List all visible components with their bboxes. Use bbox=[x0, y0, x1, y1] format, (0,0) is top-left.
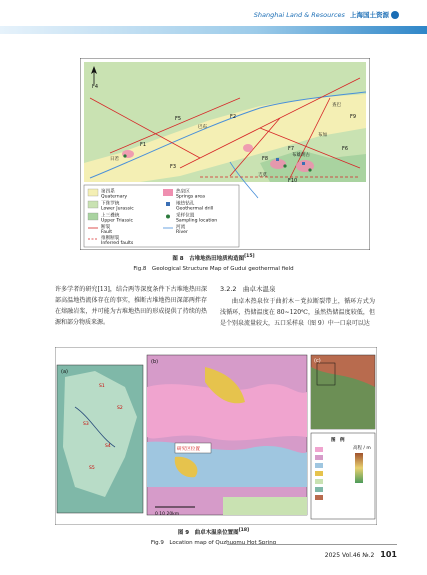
sample-label: S3 bbox=[83, 422, 89, 427]
header-gradient-bar bbox=[0, 26, 427, 34]
fault-label: F5 bbox=[175, 116, 182, 122]
figure9-caption-ref: [18] bbox=[238, 528, 250, 534]
legend-inferred-cn: 推断断裂 bbox=[101, 236, 120, 241]
legend-river-cn: 河流 bbox=[176, 225, 186, 230]
panel-c-label: (c) bbox=[314, 358, 321, 364]
figure9-location-map bbox=[55, 347, 377, 525]
place-label: 查巴 bbox=[332, 103, 341, 108]
legend-fault-cn: 断裂 bbox=[101, 225, 111, 230]
legend-fault-en: Fault bbox=[101, 230, 113, 235]
footer-divider bbox=[227, 544, 397, 545]
journal-title-cn: 上海国土资源 bbox=[350, 11, 389, 19]
panel-b-map bbox=[147, 355, 307, 517]
legend-lower-jurassic-en: Lower Jurassic bbox=[101, 206, 134, 212]
legend-quaternary-en: Quaternary bbox=[101, 194, 128, 200]
place-label: 吉莫 bbox=[258, 173, 267, 178]
figure8-geological-map bbox=[80, 58, 370, 250]
legend-quaternary-cn: 第四系 bbox=[101, 189, 115, 195]
sample-label: S2 bbox=[117, 406, 123, 411]
figure9-legend bbox=[311, 433, 375, 519]
map-legend bbox=[84, 185, 239, 247]
sample-label: S5 bbox=[89, 466, 95, 471]
legend-upper-triassic-en: Upper Triassic bbox=[101, 218, 134, 224]
place-label: 日若 bbox=[110, 157, 119, 162]
legend-river-en: River bbox=[176, 230, 188, 235]
panel-c-map bbox=[311, 355, 375, 429]
fault-label: F8 bbox=[262, 156, 269, 162]
footer-volume: 2025 Vol.46 №.2 bbox=[324, 552, 375, 559]
fault-label: F2 bbox=[230, 114, 237, 120]
legend-inferred-en: Inferred faults bbox=[101, 241, 134, 246]
elevation-title: 高程 / m bbox=[353, 446, 371, 451]
journal-logo-icon bbox=[391, 11, 399, 19]
fault-label: F6 bbox=[342, 146, 349, 152]
legend-title: 图 例 bbox=[331, 438, 345, 443]
sample-label: S4 bbox=[105, 444, 111, 449]
legend-lower-jurassic-cn: 下侏罗统 bbox=[101, 201, 120, 207]
panel-a-map bbox=[57, 365, 143, 513]
legend-upper-triassic-cn: 上三叠统 bbox=[101, 213, 120, 219]
panel-a-label: (a) bbox=[61, 369, 68, 375]
legend-drill-cn: 地热钻孔 bbox=[176, 201, 195, 207]
figure9-caption-en: Fig.9 Location map of Quzhuomu Hot Spring bbox=[150, 540, 277, 546]
journal-title-en: Shanghai Land & Resources bbox=[253, 11, 345, 19]
right-column-text: 曲卓木热泉位于曲折木－党拉断裂带上，循环方式为浅循环，热储温度在 80~120℃，虽然热储温度较低，但是个别泉流量较大，五口采样泉（图 9）中一口泉可以达 bbox=[220, 298, 375, 327]
section-heading-3-2-2: 3.2.2 曲卓木温泉 bbox=[220, 285, 276, 293]
figure9-caption-cn bbox=[0, 528, 427, 536]
fault-label: F10 bbox=[288, 178, 298, 184]
fault-label: F4 bbox=[92, 84, 99, 90]
panel-b-label: (b) bbox=[151, 359, 159, 365]
left-column-text: 许多学者的研究[13]，结合两等深度条件下古堆地热田深部高温地热流体存在的事实，推断古堆地热田深部两拌存在熔融岩浆，并可能为古堆地热田的形成提供了持续的热源和部分物质来源。 bbox=[55, 286, 207, 326]
figure8-caption-cn-text: 图 8 古堆地热田地质构造图 bbox=[172, 256, 245, 262]
journal-title bbox=[254, 10, 389, 19]
journal-header bbox=[0, 0, 427, 44]
legend-sampling-cn: 采样位置 bbox=[176, 213, 195, 219]
place-label: 巴布 bbox=[198, 125, 207, 130]
fault-label: F9 bbox=[350, 114, 357, 120]
figure8-caption-ref: [15] bbox=[244, 254, 255, 260]
study-area-label: 研究区位置 bbox=[177, 447, 200, 452]
place-label: 布雄朗古 bbox=[292, 153, 310, 158]
legend-sampling-en: Sampling location bbox=[176, 218, 218, 224]
sample-label: S1 bbox=[99, 384, 105, 389]
legend-springs-cn: 热泉区 bbox=[176, 189, 190, 195]
fault-label: F1 bbox=[140, 142, 147, 148]
page-footer bbox=[325, 550, 397, 559]
scale-bar-label: 0 10 20km bbox=[155, 512, 180, 517]
figure8-caption-cn bbox=[0, 254, 427, 262]
place-label: 布加 bbox=[318, 133, 327, 138]
fault-label: F7 bbox=[288, 146, 295, 152]
legend-drill-en: Geothermal drill bbox=[176, 206, 214, 212]
figure8-caption-en: Fig.8 Geological Structure Map of Gudui geothermal field bbox=[133, 266, 294, 272]
figure9-caption-cn-text: 图 9 曲卓木温泉位置图 bbox=[177, 530, 239, 536]
fault-label: F3 bbox=[170, 164, 177, 170]
page-number: 101 bbox=[380, 550, 397, 559]
legend-springs-en: Springs area bbox=[176, 194, 205, 200]
